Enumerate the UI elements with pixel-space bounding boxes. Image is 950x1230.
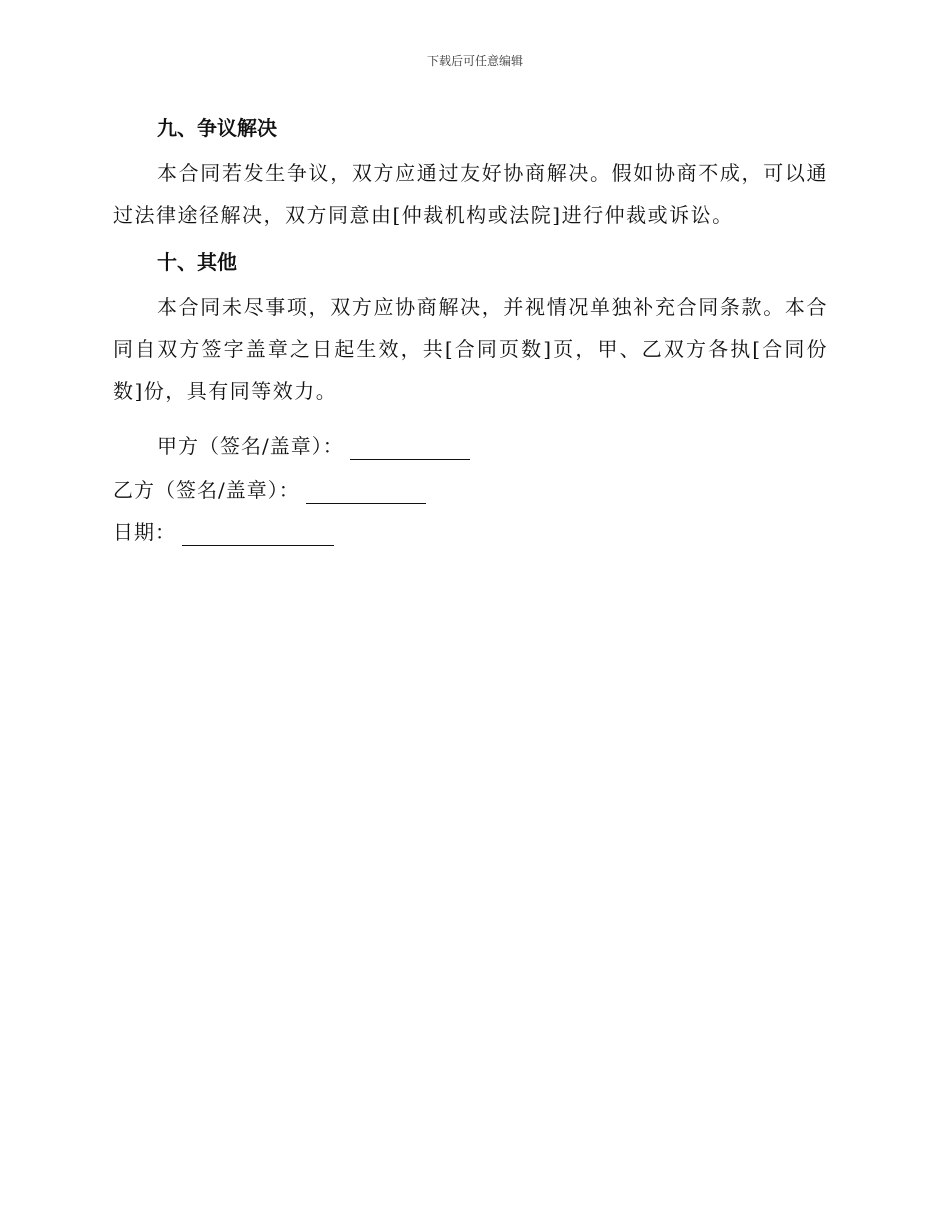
- dispute-resolution-paragraph: 本合同若发生争议，双方应通过友好协商解决。假如协商不成，可以通过法律途径解决，双方同意由[仲裁机构或法院]进行仲裁或诉讼。: [113, 161, 828, 227]
- party-b-signature-row: [113, 476, 828, 504]
- document-content: [113, 114, 828, 546]
- section-title-other: 十、其他: [157, 250, 237, 274]
- date-label: 日期：: [113, 520, 176, 544]
- header-note: 下载后可任意编辑: [426, 54, 523, 68]
- party-b-signature-line[interactable]: [306, 481, 426, 504]
- party-a-signature-row: [113, 432, 828, 460]
- section-title-dispute-resolution: 九、争议解决: [157, 116, 277, 140]
- party-a-label: 甲方（签名/盖章）：: [157, 434, 344, 458]
- party-a-signature-line[interactable]: [350, 437, 470, 460]
- date-signature-line[interactable]: [182, 523, 334, 546]
- other-paragraph: 本合同未尽事项，双方应协商解决，并视情况单独补充合同条款。本合同自双方签字盖章之日起生效，共[合同页数]页，甲、乙双方各执[合同份数]份，具有同等效力。: [113, 295, 828, 403]
- party-b-label: 乙方（签名/盖章）：: [113, 478, 300, 502]
- date-row: [113, 518, 828, 546]
